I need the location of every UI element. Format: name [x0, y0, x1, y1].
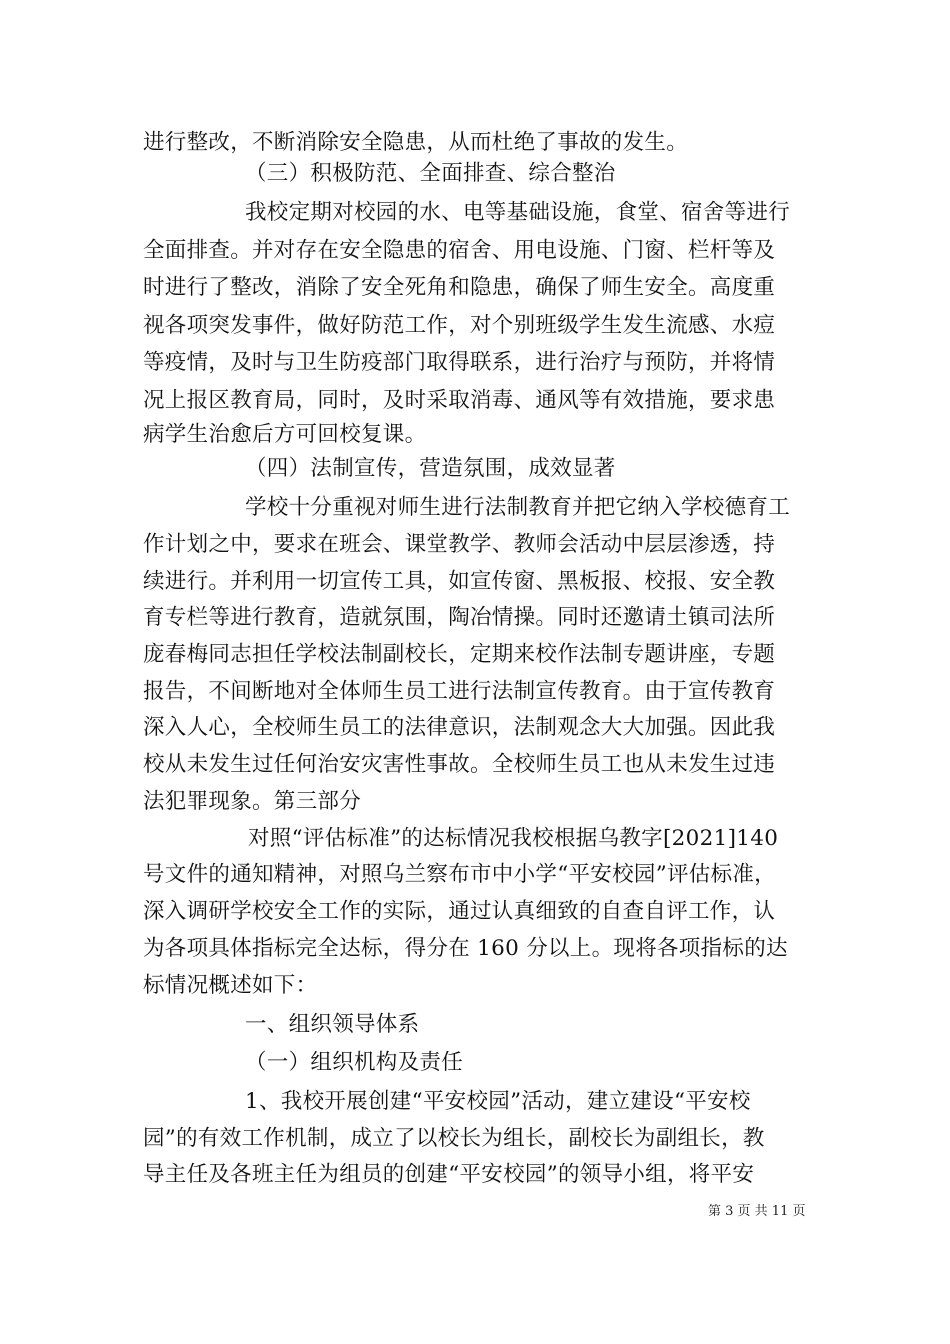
body-line: 法犯罪现象。第三部分 [143, 789, 362, 814]
body-line: 学校十分重视对师生进行法制教育并把它纳入学校德育工 [245, 495, 791, 520]
section-heading: 一、组织领导体系 [245, 1012, 420, 1037]
body-line: 我校定期对校园的水、电等基础设施，食堂、宿舍等进行 [245, 200, 791, 225]
body-line: 况上报区教育局，同时，及时采取消毒、通风等有效措施，要求患 [143, 388, 776, 413]
body-line: 1、我校开展创建“平安校园”活动，建立建设“平安校 [245, 1089, 751, 1114]
body-line: 深入调研学校安全工作的实际，通过认真细致的自查自评工作，认 [143, 899, 776, 924]
body-line: 续进行。并利用一切宣传工具，如宣传窗、黑板报、校报、安全教 [143, 569, 776, 594]
body-line: 庞春梅同志担任学校法制副校长，定期来校作法制专题讲座，专题 [143, 642, 776, 667]
body-line: 园”的有效工作机制，成立了以校长为组长，副校长为副组长，教 [143, 1126, 765, 1151]
section-heading: （一）组织机构及责任 [245, 1050, 464, 1075]
body-line: 全面排查。并对存在安全隐患的宿舍、用电设施、门窗、栏杆等及 [143, 238, 776, 263]
body-line: 育专栏等进行教育，造就氛围，陶冶情操。同时还邀请土镇司法所 [143, 605, 776, 630]
body-line: 病学生治愈后方可回校复课。 [143, 422, 427, 447]
body-line: 导主任及各班主任为组员的创建“平安校园”的领导小组，将平安 [143, 1162, 755, 1187]
body-line: 对照“评估标准”的达标情况我校根据乌教字[2021]140 [248, 826, 779, 851]
body-line: 作计划之中，要求在班会、课堂教学、教师会活动中层层渗透，持 [143, 532, 776, 557]
section-heading: （三）积极防范、全面排查、综合整治 [245, 161, 616, 186]
body-line: 进行整改，不断消除安全隐患，从而杜绝了事故的发生。 [143, 130, 689, 155]
body-line: 号文件的通知精神，对照乌兰察布市中小学“平安校园”评估标准， [143, 862, 776, 887]
body-line: 报告，不间断地对全体师生员工进行法制宣传教育。由于宣传教育 [143, 679, 776, 704]
body-line: 为各项具体指标完全达标，得分在 160 分以上。现将各项指标的达 [143, 936, 788, 961]
page-number: 第 3 页 共 11 页 [708, 1204, 806, 1219]
body-line: 深入人心，全校师生员工的法律意识，法制观念大大加强。因此我 [143, 715, 776, 740]
body-line: 等疫情，及时与卫生防疫部门取得联系，进行治疗与预防，并将情 [143, 350, 776, 375]
body-line: 时进行了整改，消除了安全死角和隐患，确保了师生安全。高度重 [143, 275, 776, 300]
body-line: 标情况概述如下： [143, 973, 318, 998]
body-line: 视各项突发事件，做好防范工作，对个别班级学生发生流感、水痘 [143, 313, 776, 338]
body-line: 校从未发生过任何治安灾害性事故。全校师生员工也从未发生过违 [143, 752, 776, 777]
section-heading: （四）法制宣传，营造氛围，成效显著 [245, 456, 616, 481]
